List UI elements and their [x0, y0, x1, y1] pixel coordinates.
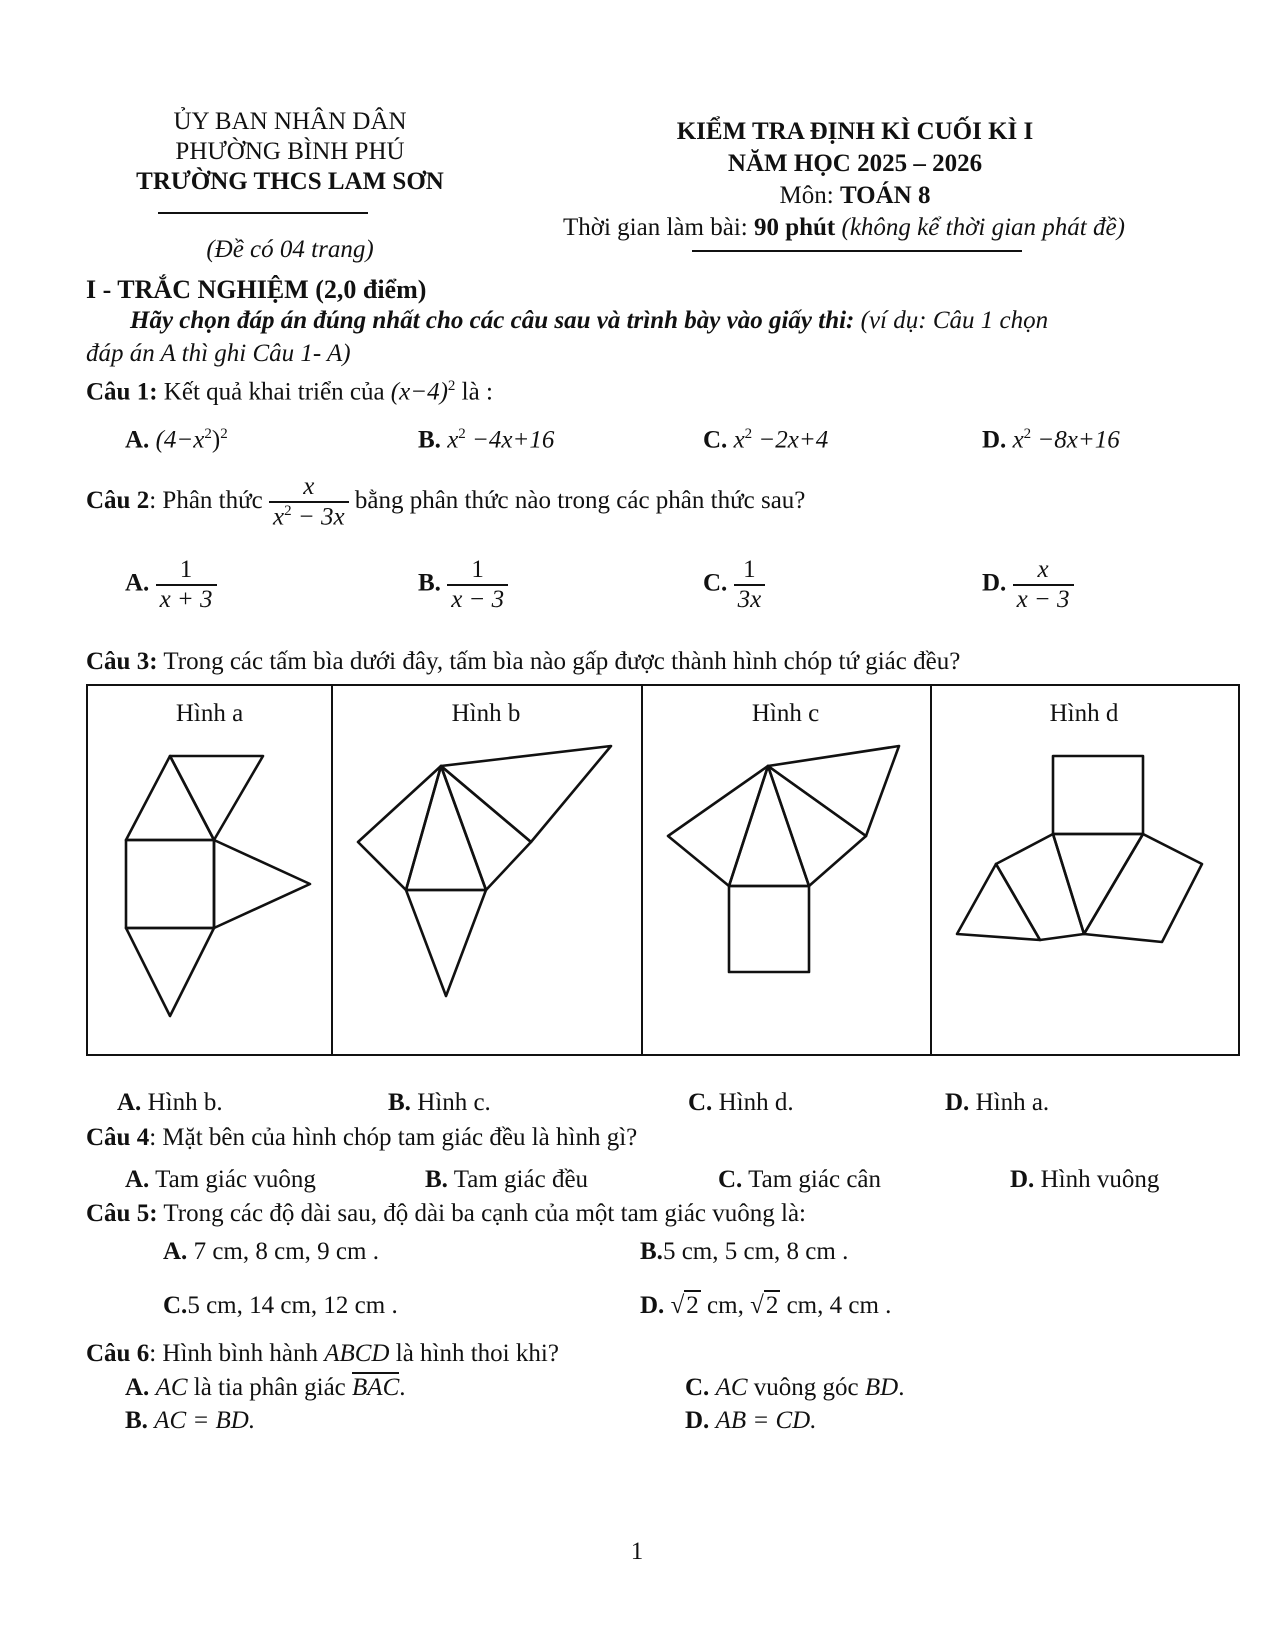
fraction-denominator: x − 3 [451, 586, 505, 613]
option-label: A. [125, 1374, 150, 1401]
q6-option-a[interactable] [125, 1374, 406, 1402]
option-label: B. [125, 1407, 148, 1434]
radicand: 2 [686, 1292, 699, 1319]
option-text: . [399, 1374, 406, 1401]
q2-option-b[interactable] [418, 556, 508, 614]
option-expr: −2x+4 [752, 426, 829, 454]
option-label: C. [703, 569, 728, 597]
time-line [563, 214, 1125, 242]
fraction-numerator: 1 [734, 556, 766, 586]
q1-expr: (x−4) [390, 378, 448, 406]
figure-a-label: Hình a [175, 700, 244, 727]
option-expr: x [447, 426, 459, 454]
option-text: cm, 4 cm . [780, 1292, 892, 1319]
option-expr: AC [715, 1374, 748, 1401]
time-note: (không kể thời gian phát đề) [841, 214, 1125, 241]
instruction [130, 307, 1048, 335]
fraction-denominator: − 3x [291, 503, 345, 531]
radicand: 2 [765, 1292, 779, 1319]
figure-c-label: Hình c [751, 700, 820, 727]
header-left-rule [158, 212, 368, 214]
option-label: D. [685, 1407, 710, 1434]
q6-label: Câu 6 [86, 1340, 150, 1367]
q2-text: : Phân thức [149, 486, 270, 514]
q1-option-a[interactable] [125, 426, 228, 454]
option-exp: 2 [1023, 426, 1032, 442]
option-label: B. [640, 1238, 663, 1265]
q6-tail: là hình thoi khi? [389, 1340, 559, 1367]
question-3 [86, 648, 960, 676]
q1-tail: là : [455, 378, 493, 406]
fraction-denominator: 3x [737, 586, 762, 613]
q3-label: Câu 3: [86, 648, 158, 675]
option-text: Hình vuông [1034, 1166, 1160, 1193]
school-year: NĂM HỌC 2025 – 2026 [727, 150, 983, 177]
q5-option-d[interactable] [640, 1292, 891, 1320]
figure-d-net [930, 686, 1238, 1054]
fraction-denominator: x − 3 [1016, 586, 1070, 613]
option-label: C. [688, 1089, 713, 1116]
option-label: D. [982, 569, 1007, 597]
option-text: vuông góc [747, 1374, 865, 1401]
q3-option-a[interactable] [117, 1089, 223, 1117]
figure-b-net [331, 686, 641, 1054]
option-exp: 2 [744, 426, 753, 442]
q1-label: Câu 1: [86, 378, 158, 406]
figure-d-cell [930, 686, 1238, 1054]
question-1 [86, 378, 493, 406]
option-expr: AC = BD. [154, 1407, 256, 1434]
fraction-denominator: x + 3 [159, 586, 213, 613]
option-label: B. [425, 1166, 448, 1193]
option-text: Tam giác cân [742, 1166, 882, 1193]
figure-c-net [641, 686, 930, 1054]
section-title: I - TRẮC NGHIỆM (2,0 điểm) [86, 275, 427, 304]
figure-b-label: Hình b [451, 700, 521, 727]
q3-option-c[interactable] [688, 1089, 794, 1117]
option-label: B. [388, 1089, 411, 1116]
q2-option-c[interactable] [703, 556, 765, 614]
option-expr: AB = CD. [715, 1407, 817, 1434]
option-expr: (4−x [155, 426, 205, 454]
q5-label: Câu 5: [86, 1200, 158, 1227]
q6-option-b[interactable] [125, 1407, 255, 1435]
q1-option-d[interactable] [982, 426, 1120, 454]
header-right-rule [692, 250, 1022, 252]
option-text: 5 cm, 14 cm, 12 cm . [187, 1292, 398, 1319]
option-text: Hình b. [141, 1089, 223, 1116]
option-exp: 2 [204, 426, 212, 442]
option-label: A. [125, 1166, 150, 1193]
q6-name: ABCD [324, 1340, 390, 1367]
fraction-numerator: 1 [447, 556, 508, 586]
q2-option-d[interactable] [982, 556, 1074, 614]
q6-option-d[interactable] [685, 1407, 816, 1435]
option-text: là tia phân giác [187, 1374, 353, 1401]
q5-option-c[interactable] [163, 1292, 398, 1320]
fraction-numerator: 1 [156, 556, 217, 586]
option-text: Hình a. [969, 1089, 1050, 1116]
q1-text: Kết quả khai triển của [157, 378, 391, 406]
q4-option-c[interactable] [718, 1166, 881, 1194]
option-expr: −8x+16 [1031, 426, 1120, 454]
option-expr: x [1012, 426, 1024, 454]
figure-d-label: Hình d [1049, 700, 1119, 727]
question-2 [86, 473, 805, 531]
option-exp: 2 [458, 426, 466, 442]
sqrt-expr: √2 [670, 1292, 699, 1319]
time-label: Thời gian làm bài: [563, 214, 754, 241]
option-label: B. [418, 426, 441, 454]
instruction-note-cont: đáp án A thì ghi Câu 1- A) [86, 340, 351, 367]
option-text: Tam giác vuông [149, 1166, 316, 1193]
q5-option-a[interactable] [163, 1238, 379, 1266]
q3-option-d[interactable] [945, 1089, 1049, 1117]
option-text: 7 cm, 8 cm, 9 cm . [187, 1238, 379, 1265]
option-expr: ) [211, 426, 221, 454]
option-expr: AC [155, 1374, 188, 1401]
exam-title: KIỂM TRA ĐỊNH KÌ CUỐI KÌ I [676, 118, 1034, 145]
q2-label: Câu 2 [86, 486, 150, 514]
time-value: 90 phút [753, 214, 836, 241]
page-number: 1 [630, 1538, 644, 1565]
figure-a-net [88, 686, 331, 1054]
option-text: 5 cm, 5 cm, 8 cm . [662, 1238, 849, 1265]
q3-text: Trong các tấm bìa dưới đây, tấm bìa nào gấp được thành hình chóp tứ giác đều? [157, 648, 961, 675]
option-text: . [898, 1374, 905, 1401]
q5-text: Trong các độ dài sau, độ dài ba cạnh của một tam giác vuông là: [157, 1200, 806, 1227]
option-label: A. [117, 1089, 142, 1116]
q2-option-a[interactable] [125, 556, 217, 614]
option-exp: 2 [220, 426, 228, 442]
option-label: B. [418, 569, 441, 597]
q4-label: Câu 4 [86, 1124, 150, 1151]
option-label: D. [982, 426, 1007, 454]
q5-option-b[interactable] [640, 1238, 848, 1266]
q1-option-c[interactable] [703, 426, 828, 454]
option-label: C. [718, 1166, 743, 1193]
option-label: C. [163, 1292, 188, 1319]
option-text: Hình d. [712, 1089, 794, 1116]
sqrt-expr: √2 [750, 1292, 779, 1319]
subject-name: TOÁN 8 [839, 182, 931, 209]
option-text: Tam giác đều [447, 1166, 589, 1193]
q2-fraction [269, 473, 349, 531]
q4-option-b[interactable] [425, 1166, 588, 1194]
q4-option-a[interactable] [125, 1166, 316, 1194]
option-expr: x [733, 426, 745, 454]
option-expr: −4x+16 [465, 426, 555, 454]
option-text: Hình c. [410, 1089, 491, 1116]
fraction-denominator: x [273, 503, 285, 531]
figure-a-cell [88, 686, 333, 1054]
instruction-bold: Hãy chọn đáp án đúng nhất cho các câu sau và trình bày vào giấy thi: [130, 307, 855, 334]
q4-option-d[interactable] [1010, 1166, 1159, 1194]
angle-expr: BAC [352, 1374, 400, 1401]
fraction-exp: 2 [284, 503, 292, 519]
q3-option-b[interactable] [388, 1089, 491, 1117]
option-text: cm, [700, 1292, 751, 1319]
fraction-numerator: x [269, 473, 349, 503]
q1-option-b[interactable] [418, 426, 554, 454]
q6-text: : Hình bình hành [149, 1340, 325, 1367]
ward-name: PHƯỜNG BÌNH PHÚ [175, 138, 405, 165]
option-label: A. [125, 426, 150, 454]
q6-option-c[interactable] [685, 1374, 904, 1402]
instruction-note: (ví dụ: Câu 1 chọn [854, 307, 1049, 334]
pages-note: (Đề có 04 trang) [206, 236, 374, 263]
school-name: TRƯỜNG THCS LAM SƠN [136, 168, 444, 195]
option-label: A. [163, 1238, 188, 1265]
option-label: C. [685, 1374, 710, 1401]
fraction-numerator: x [1013, 556, 1074, 586]
option-label: C. [703, 426, 728, 454]
subject-line [620, 182, 1090, 210]
option-label: D. [640, 1292, 665, 1319]
figure-c-cell [641, 686, 932, 1054]
q4-text: : Mặt bên của hình chóp tam giác đều là hình gì? [149, 1124, 638, 1151]
option-label: A. [125, 569, 150, 597]
authority-name: ỦY BAN NHÂN DÂN [173, 108, 407, 135]
question-6 [86, 1340, 559, 1368]
option-expr: BD [864, 1374, 899, 1401]
subject-label: Môn: [779, 182, 840, 209]
figure-b-cell [331, 686, 643, 1054]
option-label: D. [945, 1089, 970, 1116]
question-4 [86, 1124, 637, 1152]
q1-exp: 2 [447, 378, 456, 394]
question-5 [86, 1200, 806, 1228]
q2-tail: bằng phân thức nào trong các phân thức sau? [348, 486, 806, 514]
net-figures-table [86, 684, 1240, 1056]
option-label: D. [1010, 1166, 1035, 1193]
